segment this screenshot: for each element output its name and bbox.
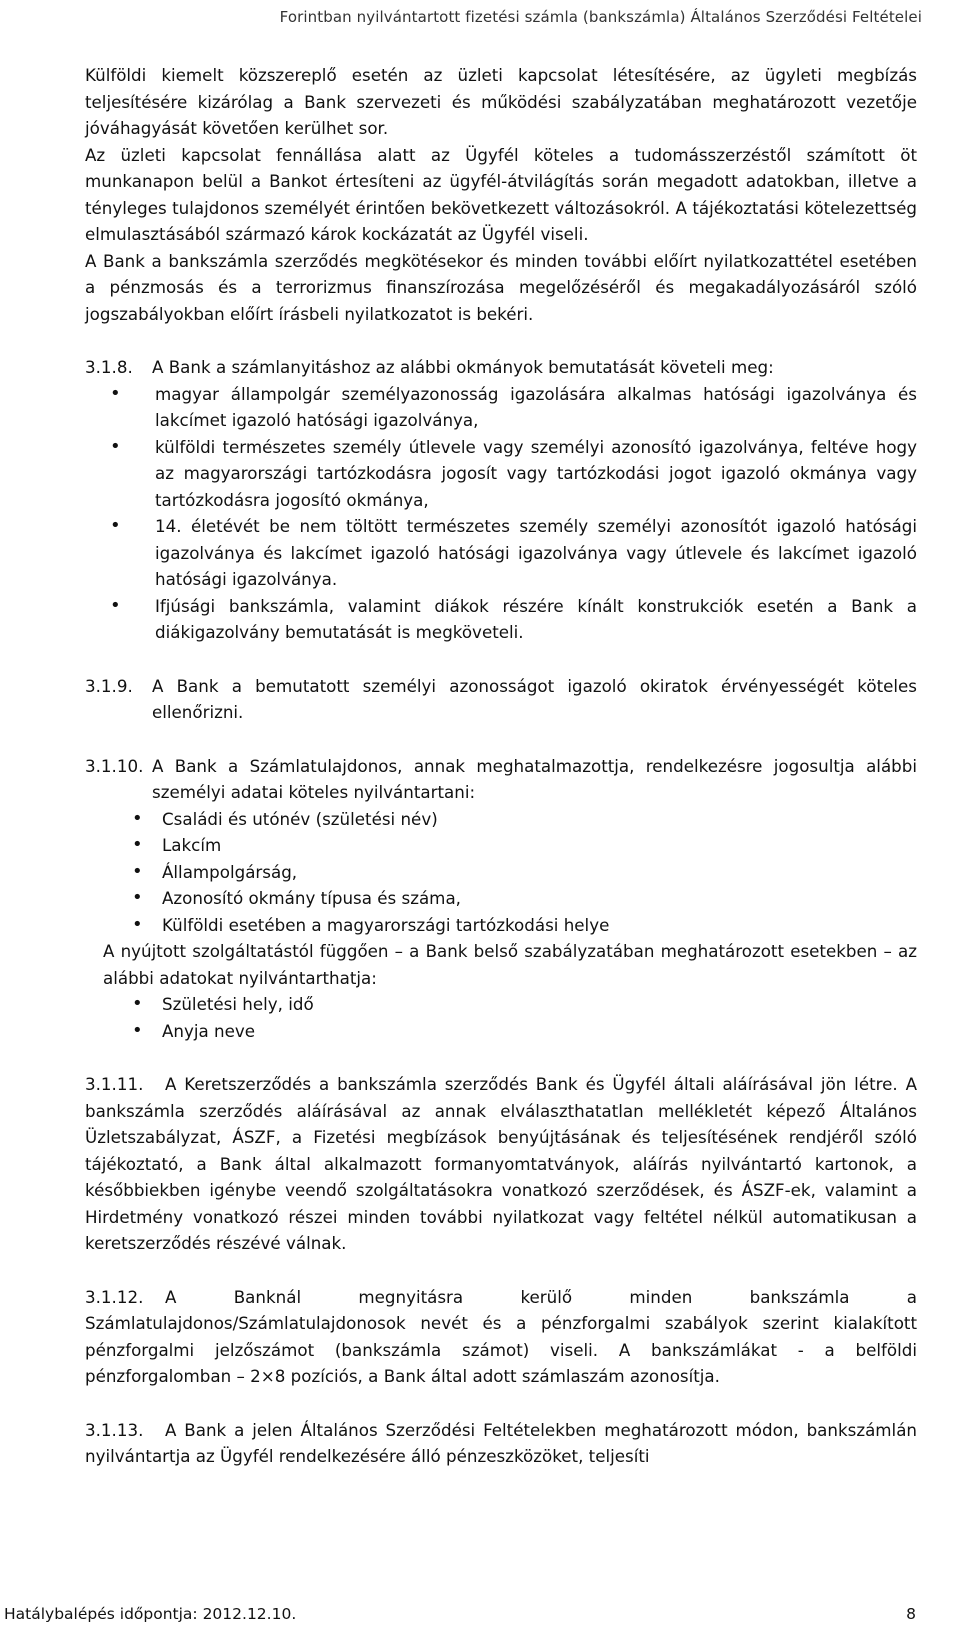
optional-data-list	[85, 991, 917, 1044]
page-number: 8	[906, 1605, 916, 1623]
section-number: 3.1.8.	[85, 357, 133, 377]
list-item: • magyar állampolgár személyazonosság igazolására alkalmas hatósági igazolványa és lakcímet igazoló hatósági igazolványa,	[85, 381, 917, 434]
list-item: • Lakcím	[85, 832, 917, 859]
section-text: A Bank a bemutatott személyi azonosságot igazoló okiratok érvényességét köteles ellenőrizni.	[152, 675, 917, 722]
intro-paragraph-3: A Bank a bankszámla szerződés megkötésekor és minden további előírt nyilatkozattétel esetében a pénzmosás és a terrorizmus finanszírozása megelőzéséről és megakadályozásáról szóló jogszabályokban előírt írásbeli nyilatkozatot is bekéri.	[85, 250, 917, 324]
effective-date: Hatálybalépés időpontja: 2012.12.10.	[4, 1605, 297, 1623]
section-text: A Banknál megnyitásra kerülő minden bankszámla a Számlatulajdonos/Számlatulajdonosok nevét és a pénzforgalmi szabályok szerint kialakított pénzforgalmi jelzőszámot (bankszámla számot) viseli. A bankszámlákat - a belföldi pénzforgalomban – 2×8 pozíciós, a Bank által adott számlaszám azonosítja.	[85, 1286, 917, 1386]
list-item: • külföldi természetes személy útlevele vagy személyi azonosító igazolványa, feltéve hogy az magyarországi tartózkodásra jogosít vagy tartózkodási jogot igazoló okmánya vagy tartózkodásra jogosító okmánya,	[85, 434, 917, 514]
personal-data-list	[85, 806, 917, 939]
intro-paragraph-1: Külföldi kiemelt közszereplő esetén az üzleti kapcsolat létesítésére, az ügyleti megbízás teljesítésére kizárólag a Bank szervezeti és működési szabályzatában meghatározott vezetője jóváhagyását követően kerülhet sor.	[85, 65, 917, 138]
section-3-1-10	[85, 753, 917, 1045]
document-body	[85, 62, 917, 1470]
list-item: • 14. életévét be nem töltött természetes személy személyi azonosítót igazoló hatósági igazolványa és lakcímet igazoló hatósági igazolványa vagy útlevele és lakcímet igazoló hatósági igazolványa.	[85, 513, 917, 593]
optional-data-intro: A nyújtott szolgáltatástól függően – a Bank belső szabályzatában meghatározott esetekben – az alábbi adatokat nyilvántarthatja:	[103, 941, 917, 988]
list-item: • Anyja neve	[85, 1018, 917, 1045]
section-number: 3.1.10.	[85, 755, 144, 776]
section-3-1-9	[85, 673, 917, 726]
section-lead: A Bank a Számlatulajdonos, annak meghatalmazottja, rendelkezésre jogosultja alábbi személyi adatai köteles nyilvántartani:	[152, 755, 917, 802]
list-item: • Külföldi esetében a magyarországi tartózkodási helye	[85, 912, 917, 939]
list-item: • Családi és utónév (születési név)	[85, 806, 917, 833]
section-3-1-8	[85, 354, 917, 646]
section-3-1-13: 3.1.13. A Bank a jelen Általános Szerződési Feltételekben meghatározott módon, bankszámlán nyilvántartja az Ügyfél rendelkezésére álló pénzeszközöket, teljesíti	[85, 1417, 917, 1470]
intro-paragraph-2: Az üzleti kapcsolat fennállása alatt az Ügyfél köteles a tudomásszerzéstől számított öt munkanapon belül a Bankot értesíteni az ügyfél-átvilágítás során megadott adatokban, illetve a tényleges tulajdonos személyét érintően bekövetkezett változásokról. A tájékoztatási kötelezettség elmulasztásából származó károk kockázatát az Ügyfél viseli.	[85, 144, 917, 244]
list-item: • Születési hely, idő	[85, 991, 917, 1018]
intro-block	[85, 62, 917, 327]
list-item: • Ifjúsági bankszámla, valamint diákok részére kínált konstrukciók esetén a Bank a diákigazolvány bemutatását is megköveteli.	[85, 593, 917, 646]
section-lead: A Bank a számlanyitáshoz az alábbi okmányok bemutatását követeli meg:	[152, 357, 774, 377]
section-3-1-12: 3.1.12. A Banknál megnyitásra kerülő minden bankszámla a Számlatulajdonos/Számlatulajdonosok nevét és a pénzforgalmi szabályok szerint kialakított pénzforgalmi jelzőszámot (bankszámla számot) viseli. A bankszámlákat - a belföldi pénzforgalomban – 2×8 pozíciós, a Bank által adott számlaszám azonosítja.	[85, 1284, 917, 1390]
section-3-1-11: 3.1.11. A Keretszerződés a bankszámla szerződés Bank és Ügyfél általi aláírásával jön létre. A bankszámla szerződés aláírásával az annak elválaszthatatlan mellékletét képező Általános Üzletszabályzat, ÁSZF, a Fizetési megbízások benyújtásának és teljesítésének rendjéről szóló tájékoztató, a Bank által alkalmazott formanyomtatványok, aláírás nyilvántartó kartonok, a későbbiekben igénybe veendő szolgáltatásokra vonatkozó szerződések, és ÁSZF-ek, valamint a Hirdetmény vonatkozó részei minden további nyilatkozat vagy feltétel nélkül automatikusan a keretszerződés részévé válnak.	[85, 1071, 917, 1257]
page-header: Forintban nyilvántartott fizetési számla (bankszámla) Általános Szerződési Feltételei	[279, 8, 922, 26]
list-item: • Azonosító okmány típusa és száma,	[85, 885, 917, 912]
section-text: A Bank a jelen Általános Szerződési Feltételekben meghatározott módon, bankszámlán nyilvántartja az Ügyfél rendelkezésére álló pénzeszközöket, teljesíti	[85, 1419, 917, 1466]
section-text: A Keretszerződés a bankszámla szerződés Bank és Ügyfél általi aláírásával jön létre. A bankszámla szerződés aláírásával az annak elválaszthatatlan mellékletét képező Általános Üzletszabályzat, ÁSZF, a Fizetési megbízások benyújtásának és teljesítésének rendjéről szóló tájékoztató, a Bank által alkalmazott formanyomtatványok, aláírás nyilvántartó kartonok, a későbbiekben igénybe veendő szolgáltatásokra vonatkozó szerződések, és ÁSZF-ek, valamint a Hirdetmény vonatkozó részei minden további nyilatkozat vagy feltétel nélkül automatikusan a keretszerződés részévé válnak.	[85, 1074, 917, 1253]
section-number: 3.1.9.	[85, 675, 133, 696]
document-list	[85, 381, 917, 646]
list-item: • Állampolgárság,	[85, 859, 917, 886]
